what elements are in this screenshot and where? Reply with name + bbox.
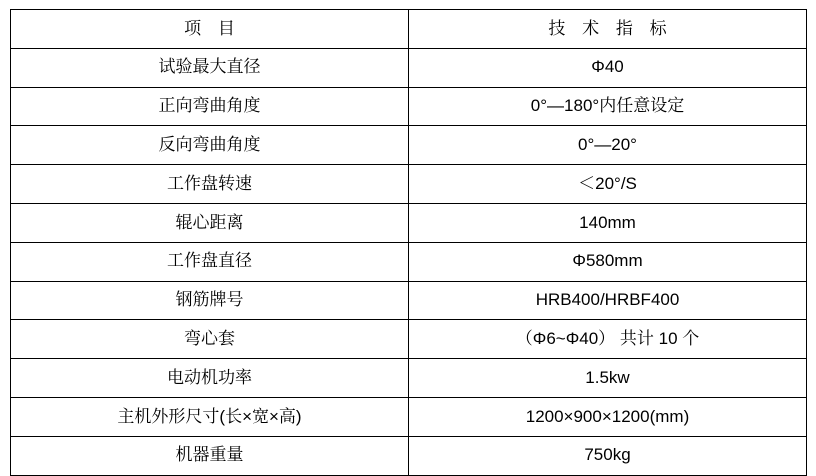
table-row — [11, 436, 807, 475]
table-row — [11, 165, 807, 204]
row-label: 辊心距离 — [11, 203, 409, 242]
row-label: 试验最大直径 — [11, 48, 409, 87]
table-row — [11, 203, 807, 242]
row-label: 钢筋牌号 — [11, 281, 409, 320]
table-row — [11, 126, 807, 165]
row-label: 工作盘直径 — [11, 242, 409, 281]
row-label: 电动机功率 — [11, 359, 409, 398]
column-header-spec: 技 术 指 标 — [409, 10, 807, 49]
row-value: HRB400/HRBF400 — [409, 281, 807, 320]
table-row — [11, 359, 807, 398]
row-label: 反向弯曲角度 — [11, 126, 409, 165]
row-value: 1.5kw — [409, 359, 807, 398]
row-label: 工作盘转速 — [11, 165, 409, 204]
table-row — [11, 48, 807, 87]
spec-table-container — [10, 9, 806, 465]
row-label: 机器重量 — [11, 436, 409, 475]
row-value: （Φ6~Φ40） 共计 10 个 — [409, 320, 807, 359]
row-value: ＜20°/S — [409, 165, 807, 204]
specification-table — [10, 9, 807, 476]
row-label: 正向弯曲角度 — [11, 87, 409, 126]
table-row — [11, 397, 807, 436]
column-header-item: 项 目 — [11, 10, 409, 49]
table-row — [11, 281, 807, 320]
row-value: 0°—20° — [409, 126, 807, 165]
row-value: 750kg — [409, 436, 807, 475]
row-label: 弯心套 — [11, 320, 409, 359]
row-value: 0°—180°内任意设定 — [409, 87, 807, 126]
row-label: 主机外形尺寸(长×宽×高) — [11, 397, 409, 436]
table-header-row — [11, 10, 807, 49]
row-value: Φ40 — [409, 48, 807, 87]
row-value: Φ580mm — [409, 242, 807, 281]
table-row — [11, 87, 807, 126]
table-row — [11, 320, 807, 359]
row-value: 140mm — [409, 203, 807, 242]
row-value: 1200×900×1200(mm) — [409, 397, 807, 436]
table-row — [11, 242, 807, 281]
